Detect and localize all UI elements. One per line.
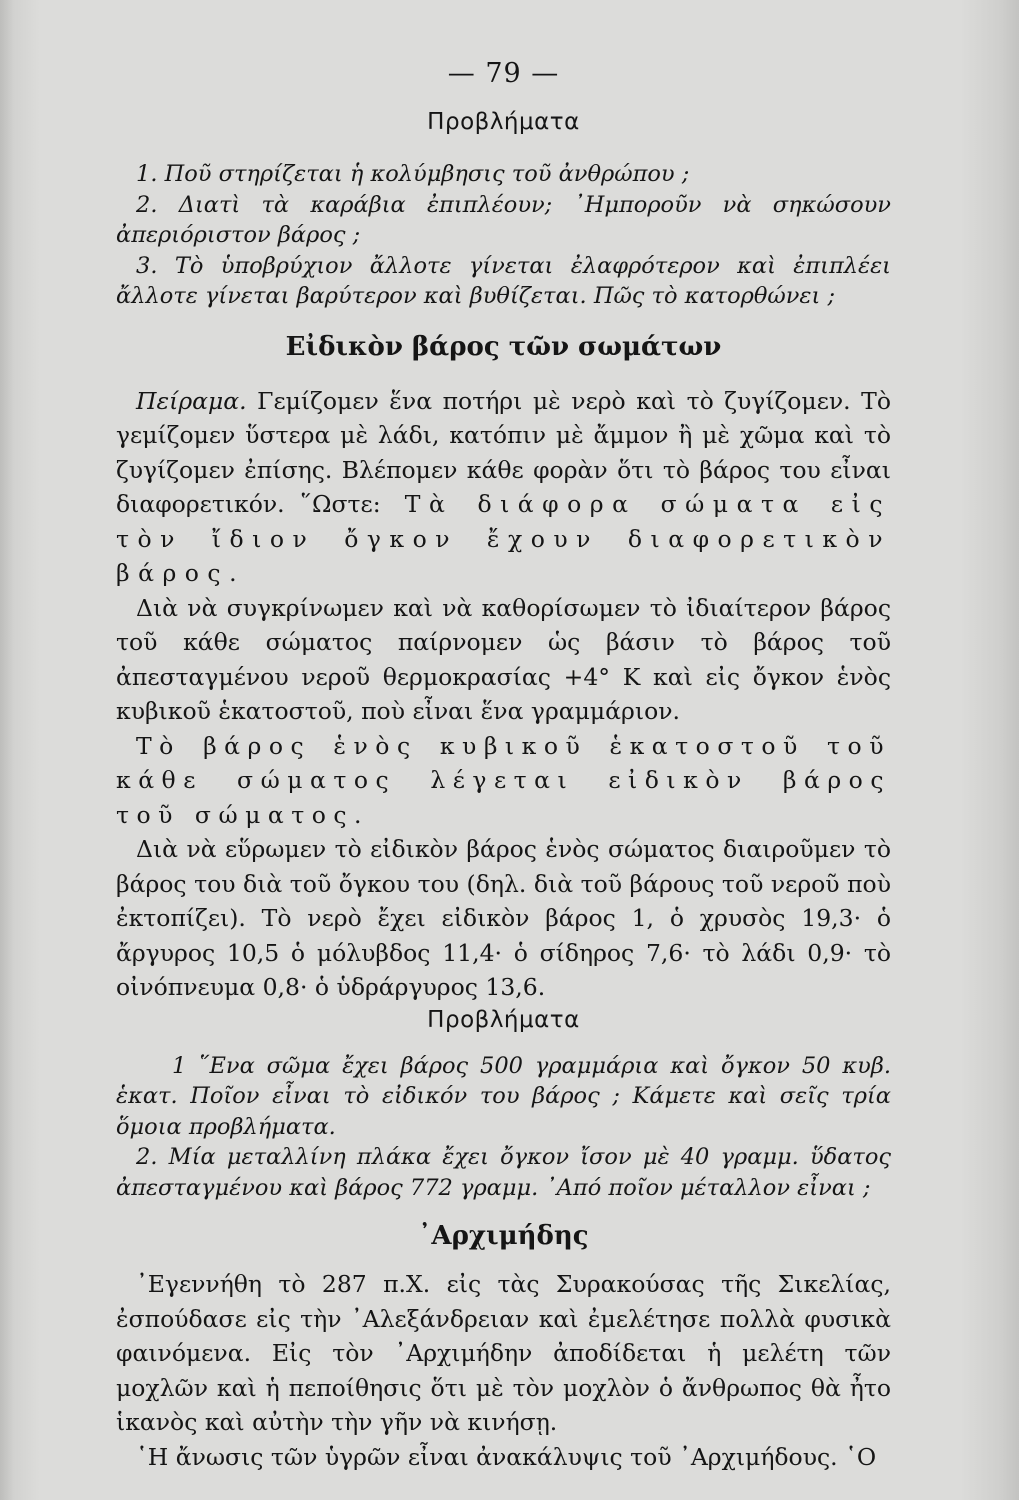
archimedes-title: ᾿Αρχιμήδης [418,1221,589,1251]
experiment-label: Πείραμα. [136,386,247,415]
page-content [116,58,891,1474]
experiment-text: Γεμίζομεν ἕνα ποτήρι μὲ νερὸ καὶ τὸ ζυγίζομεν. Τὸ γεμίζομεν ὕστερα μὲ λάδι, κατόπιν μὲ ἄμμον ἢ μὲ χῶμα καὶ τὸ ζυγίζομεν ἐπίσης. Βλέπομεν κάθε φορὰν ὅτι τὸ βάρος του εἶναι διαφορετικόν. ῞Ωστε: [116,386,891,518]
section-title: Εἰδικὸν βάρος τῶν σωμάτων [285,331,722,362]
problems-list-2 [116,1051,891,1204]
archimedes-paragraph-2: ῾Η ἄνωσις τῶν ὑγρῶν εἶναι ἀνακάλυψις τοῦ ᾿Αρχιμήδους. ῾Ο [136,1442,877,1471]
experiment-paragraph [116,384,891,591]
problems-list-1 [116,159,891,312]
archimedes-paragraph-1: ᾿Εγεννήθη τὸ 287 π.Χ. εἰς τὰς Συρακούσας τῆς Σικελίας, ἐσπούδασε εἰς τὴν ᾿Αλεξάνδρειαν καὶ ἐμελέτησε πολλὰ φυσικὰ φαινόμενα. Εἰς τὸν ᾿Αρχιμήδην ἀποδίδεται ἡ μελέτη τῶν μοχλῶν καὶ ἡ πεποίθησις ὅτι μὲ τὸν μοχλὸν ὁ ἄνθρωπος θὰ ἦτο ἱκανὸς καὶ αὐτὴν τὴν γῆν νὰ κινήσῃ. [116,1270,891,1436]
problem-2-2: 2. Μία μεταλλίνη πλάκα ἔχει ὄγκον ἴσον μὲ 40 γραμμ. ὕδατος ἀπεσταγμένου καὶ βάρος 772 γραμμ. ᾿Από ποῖον μέταλλον εἶναι ; [116,1144,891,1201]
paragraph-1: Διὰ νὰ συγκρίνωμεν καὶ νὰ καθορίσωμεν τὸ ἰδιαίτερον βάρος τοῦ κάθε σώματος παίρνομεν ὡς βάσιν τὸ βάρος τοῦ ἀπεσταγμένου νεροῦ θερμοκρασίας +4° Κ καὶ εἰς ὄγκον ἑνὸς κυβικοῦ ἑκατοστοῦ, ποὺ εἶναι ἕνα γραμμάριον. [116,593,891,725]
problem-2-1: 1 ῞Ενα σῶμα ἔχει βάρος 500 γραμμάρια καὶ ὄγκον 50 κυβ. ἑκατ. Ποῖον εἶναι τὸ εἰδικόν του βάρος ; Κάμετε καὶ σεῖς τρία ὅμοια προβλήματα. [116,1052,891,1140]
problem-1-1: 1. Ποῦ στηρίζεται ἡ κολύμβησις τοῦ ἀνθρώπου ; [136,161,690,187]
paragraph-2: Διὰ νὰ εὕρωμεν τὸ εἰδικὸν βάρος ἑνὸς σώματος διαιροῦμεν τὸ βάρος του διὰ τοῦ ὄγκου του (δηλ. διὰ τοῦ βάρους τοῦ νεροῦ ποὺ ἐκτοπίζει). Τὸ νερὸ ἔχει εἰδικὸν βάρος 1, ὁ χρυσὸς 19,3· ὁ ἄργυρος 10,5 ὁ μόλυβδος 11,4· ὁ σίδηρος 7,6· τὸ λάδι 0,9· τὸ οἰνόπνευμα 0,8· ὁ ὑδράργυρος 13,6. [116,835,891,1001]
problems-heading-1: Προβλήματα [427,109,580,135]
experiment-emphasis: Τὰ διάφορα σώματα εἰς τὸν ἴδιον ὄγκον ἔχουν διαφορετικὸν βάρος. [116,490,891,587]
problem-1-3: 3. Τὸ ὑποβρύχιον ἄλλοτε γίνεται ἐλαφρότερον καὶ ἐπιπλέει ἄλλοτε γίνεται βαρύτερον καὶ βυθίζεται. Πῶς τὸ κατορθώνει ; [116,252,891,309]
definition: Τὸ βάρος ἑνὸς κυβικοῦ ἑκατοστοῦ τοῦ κάθε σώματος λέγεται εἰδικὸν βάρος τοῦ σώματος. [116,731,891,829]
problem-1-2: 2. Διατὶ τὰ καράβια ἐπιπλέουν; ᾿Ημποροῦν νὰ σηκώσουν ἀπεριόριστον βάρος ; [116,191,891,248]
page-number: — 79 — [447,58,560,89]
problems-heading-2: Προβλήματα [427,1006,580,1033]
